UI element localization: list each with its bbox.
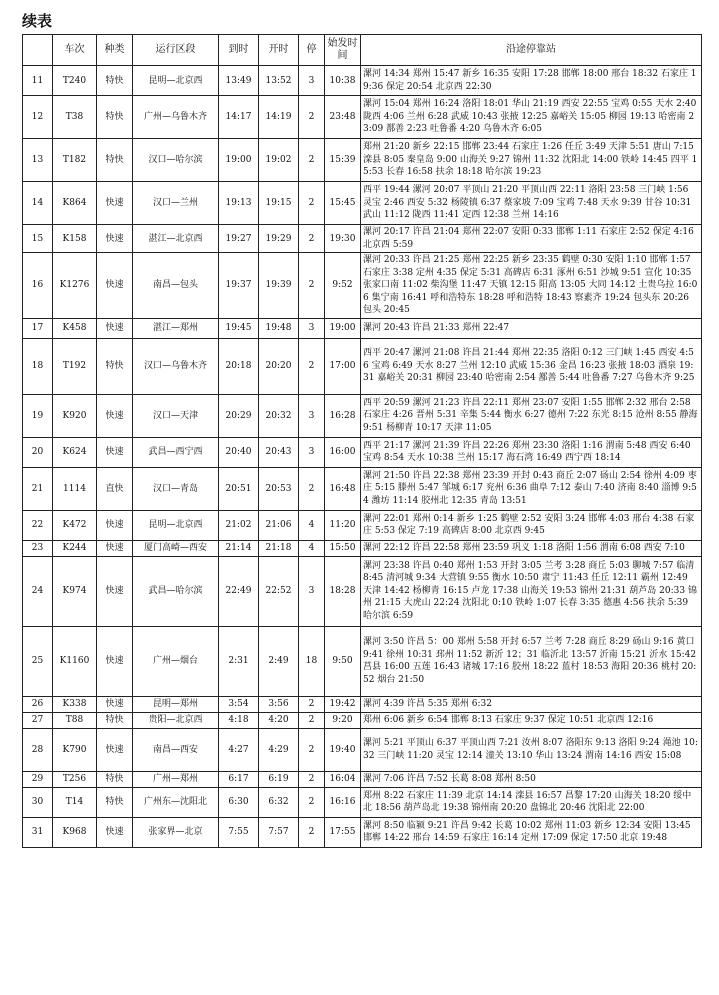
train-number: 1114 [53,467,97,510]
departure-time: 21:06 [259,510,299,540]
departure-time: 19:48 [259,318,299,338]
arrival-time: 21:14 [219,540,259,556]
route: 汉口—天津 [133,394,219,437]
header-row [23,35,702,66]
origin-start-time: 11:20 [325,510,361,540]
arrival-time: 7:55 [219,817,259,847]
train-number: T256 [53,771,97,787]
origin-start-time: 19:40 [325,728,361,771]
origin-start-time: 15:39 [325,139,361,182]
stop-list: 郑州 6:06 新乡 6:54 邯郸 8:13 石家庄 9:37 保定 10:51 北京西 12:16 [361,712,702,728]
table-row [23,467,702,510]
train-type: 快速 [97,394,133,437]
table-row [23,66,702,96]
train-number: K790 [53,728,97,771]
train-type: 快速 [97,540,133,556]
train-type: 快速 [97,728,133,771]
stop-minutes: 3 [299,394,325,437]
stop-list: 漯河 22:12 许昌 22:58 郑州 23:59 巩义 1:18 洛阳 1:56 渭南 6:08 西安 7:10 [361,540,702,556]
train-type: 快速 [97,696,133,712]
stop-list: 漯河 22:01 郑州 0:14 新乡 1:25 鹤壁 2:52 安阳 3:24 邯郸 4:03 邢台 4:38 石家庄 5:53 保定 7:19 高碑店 8:00 北京西 9:45 [361,510,702,540]
stop-minutes: 4 [299,540,325,556]
train-schedule-table [22,34,702,848]
train-number: T38 [53,96,97,139]
train-type: 快速 [97,318,133,338]
arrival-time: 19:45 [219,318,259,338]
route: 广州东—沈阳北 [133,787,219,817]
stop-list: 漯河 5:21 平顶山 6:37 平顶山西 7:21 汝州 8:07 洛阳东 9:13 洛阳 9:24 渑池 10:32 三门峡 11:20 灵宝 12:14 潼关 13:10 华山 13:24 渭南 14:16 西安 15:08 [361,728,702,771]
arrival-time: 22:49 [219,556,259,626]
table-row [23,540,702,556]
table-row [23,253,702,319]
stop-minutes: 18 [299,626,325,696]
arrival-time: 4:18 [219,712,259,728]
stop-minutes: 3 [299,318,325,338]
origin-start-time: 10:38 [325,66,361,96]
train-type: 直快 [97,467,133,510]
origin-start-time: 16:04 [325,771,361,787]
row-number: 17 [23,318,53,338]
row-number: 13 [23,139,53,182]
origin-start-time: 16:28 [325,394,361,437]
arrival-time: 6:17 [219,771,259,787]
table-row [23,437,702,467]
train-type: 快速 [97,182,133,225]
origin-start-time: 9:20 [325,712,361,728]
train-type: 快速 [97,253,133,319]
stop-list: 郑州 21:20 新乡 22:15 邯郸 23:44 石家庄 1:26 任丘 3:49 天津 5:51 唐山 7:15 滦县 8:05 秦皇岛 9:00 山海关 9:27 锦州 11:32 沈阳北 14:00 铁岭 14:45 四平 15:53 长春 16:58 扶余 18:18 哈尔滨 19:23 [361,139,702,182]
stop-minutes: 4 [299,510,325,540]
arrival-time: 19:37 [219,253,259,319]
train-type: 特快 [97,338,133,394]
arrival-time: 13:49 [219,66,259,96]
stop-minutes: 2 [299,771,325,787]
route: 湛江—郑州 [133,318,219,338]
route: 广州—烟台 [133,626,219,696]
departure-time: 22:52 [259,556,299,626]
stop-list: 西平 20:59 漯河 21:23 许昌 22:11 郑州 23:07 安阳 1:55 邯郸 2:32 邢台 2:58 石家庄 4:26 晋州 5:31 辛集 5:44 衡水 6:27 德州 7:22 东光 8:15 沧州 8:55 静海 9:51 杨柳青 10:17 天津 11:05 [361,394,702,437]
arrival-time: 19:27 [219,225,259,253]
departure-time: 6:32 [259,787,299,817]
route: 昆明—北京西 [133,510,219,540]
train-type: 快速 [97,510,133,540]
origin-start-time: 15:50 [325,540,361,556]
arrival-time: 21:02 [219,510,259,540]
departure-time: 13:52 [259,66,299,96]
origin-start-time: 17:00 [325,338,361,394]
route: 汉口—兰州 [133,182,219,225]
stop-list: 漯河 23:38 许昌 0:40 郑州 1:53 开封 3:05 兰考 3:28 商丘 5:03 聊城 7:57 临清 8:45 清河城 9:34 大营镇 9:55 衡水 10:50 肃宁 11:43 任丘 12:11 霸州 12:49 天津 14:42 杨柳青 16:15 卢龙 17:38 山海关 19:53 锦州 21:31 葫芦岛 20:33 锦州 21:15 大虎山 22:24 沈阳北 0:10 铁岭 1:07 长春 3:35 德惠 4:56 扶余 5:39 哈尔滨 6:59 [361,556,702,626]
row-number: 12 [23,96,53,139]
row-number: 25 [23,626,53,696]
route: 厦门高崎—西安 [133,540,219,556]
departure-time: 2:49 [259,626,299,696]
departure-time: 7:57 [259,817,299,847]
stop-minutes: 2 [299,728,325,771]
stop-list: 西平 20:47 漯河 21:08 许昌 21:44 郑州 22:35 洛阳 0:12 三门峡 1:45 西安 4:56 宝鸡 6:49 天水 8:27 兰州 12:10 武威 15:36 金昌 16:23 张掖 18:03 酒泉 19:31 嘉峪关 20:31 柳园 23:40 哈密南 2:54 鄯善 5:44 吐鲁番 7:27 乌鲁木齐 9:25 [361,338,702,394]
arrival-time: 20:18 [219,338,259,394]
stop-list: 漯河 4:39 许昌 5:35 郑州 6:32 [361,696,702,712]
stop-minutes: 2 [299,96,325,139]
origin-start-time: 15:45 [325,182,361,225]
row-number: 23 [23,540,53,556]
train-type: 特快 [97,771,133,787]
table-row [23,787,702,817]
departure-time: 19:02 [259,139,299,182]
arrival-time: 20:51 [219,467,259,510]
table-row [23,696,702,712]
row-number: 19 [23,394,53,437]
train-number: K472 [53,510,97,540]
train-number: T192 [53,338,97,394]
route: 广州—郑州 [133,771,219,787]
stop-minutes: 3 [299,66,325,96]
departure-time: 20:20 [259,338,299,394]
table-row [23,338,702,394]
stop-minutes: 2 [299,696,325,712]
table-row [23,510,702,540]
train-type: 快速 [97,556,133,626]
stop-minutes: 2 [299,338,325,394]
row-number: 20 [23,437,53,467]
origin-start-time: 18:28 [325,556,361,626]
row-number: 11 [23,66,53,96]
train-number: K864 [53,182,97,225]
stop-minutes: 2 [299,253,325,319]
departure-time: 21:18 [259,540,299,556]
stop-list: 漯河 20:33 许昌 21:25 郑州 22:25 新乡 23:35 鹤壁 0:30 安阳 1:10 邯郸 1:57 石家庄 3:38 定州 4:35 保定 5:31 高碑店 6:31 涿州 6:51 沙城 9:51 宣化 10:35 张家口南 11:02 柴沟堡 11:47 天镇 12:15 阳高 13:05 大同 14:12 土贵乌拉 16:06 集宁南 16:41 呼和浩特东 18:28 呼和浩特 18:43 察素齐 19:24 包头东 20:26 包头 20:45 [361,253,702,319]
table-row [23,96,702,139]
stop-list: 漯河 15:04 郑州 16:24 洛阳 18:01 华山 21:19 西安 22:55 宝鸡 0:55 天水 2:40 陇西 4:06 兰州 6:28 武威 10:43 张掖 12:25 嘉峪关 15:05 柳园 19:13 哈密南 23:09 鄯善 2:23 吐鲁番 4:20 乌鲁木齐 6:05 [361,96,702,139]
stop-list: 漯河 20:17 许昌 21:04 郑州 22:07 安阳 0:33 邯郸 1:11 石家庄 2:52 保定 4:16 北京西 5:59 [361,225,702,253]
train-type: 特快 [97,66,133,96]
stop-minutes: 2 [299,225,325,253]
origin-start-time: 16:48 [325,467,361,510]
train-number: T240 [53,66,97,96]
stop-minutes: 2 [299,712,325,728]
origin-start-time: 9:52 [325,253,361,319]
table-row [23,225,702,253]
route: 南昌—西安 [133,728,219,771]
train-number: K1276 [53,253,97,319]
train-number: K974 [53,556,97,626]
arrival-time: 19:00 [219,139,259,182]
departure-time: 19:29 [259,225,299,253]
origin-start-time: 16:00 [325,437,361,467]
route: 贵阳—北京西 [133,712,219,728]
arrival-time: 20:40 [219,437,259,467]
table-row [23,394,702,437]
header-departure: 开时 [259,35,299,66]
stop-minutes: 2 [299,467,325,510]
train-type: 快速 [97,817,133,847]
row-number: 26 [23,696,53,712]
table-body [23,66,702,848]
departure-time: 14:19 [259,96,299,139]
route: 张家界—北京 [133,817,219,847]
row-number: 31 [23,817,53,847]
stop-minutes: 2 [299,787,325,817]
arrival-time: 14:17 [219,96,259,139]
arrival-time: 2:31 [219,626,259,696]
row-number: 29 [23,771,53,787]
train-number: T88 [53,712,97,728]
page-title: 续表 [22,12,53,30]
table-row [23,728,702,771]
arrival-time: 4:27 [219,728,259,771]
header-route: 运行区段 [133,35,219,66]
train-type: 快速 [97,225,133,253]
stop-minutes: 2 [299,182,325,225]
table-row [23,626,702,696]
stop-minutes: 3 [299,437,325,467]
stop-minutes: 2 [299,139,325,182]
stop-minutes: 2 [299,817,325,847]
train-number: K1160 [53,626,97,696]
departure-time: 20:53 [259,467,299,510]
train-type: 快速 [97,437,133,467]
train-type: 特快 [97,712,133,728]
header-no [23,35,53,66]
stop-list: 漯河 21:50 许昌 22:38 郑州 23:39 开封 0:43 商丘 2:07 砀山 2:54 徐州 4:09 枣庄 5:15 滕州 5:47 邹城 6:17 兖州 6:36 曲阜 7:12 泰山 7:40 济南 8:40 淄博 9:54 潍坊 11:14 胶州北 12:35 青岛 13:51 [361,467,702,510]
row-number: 30 [23,787,53,817]
departure-time: 20:43 [259,437,299,467]
route: 汉口—哈尔滨 [133,139,219,182]
origin-start-time: 17:55 [325,817,361,847]
departure-time: 4:29 [259,728,299,771]
train-type: 快速 [97,626,133,696]
table-row [23,139,702,182]
route: 昆明—北京西 [133,66,219,96]
table-row [23,182,702,225]
departure-time: 6:19 [259,771,299,787]
origin-start-time: 19:42 [325,696,361,712]
stop-list: 西平 19:44 漯河 20:07 平顶山 21:20 平顶山西 22:11 洛阳 23:58 三门峡 1:56 灵宝 2:46 西安 5:32 杨陵镇 6:37 蔡家坡 7:09 宝鸡 7:48 天水 9:39 甘谷 10:31 武山 11:12 陇西 11:41 定西 12:38 兰州 14:16 [361,182,702,225]
arrival-time: 6:30 [219,787,259,817]
row-number: 14 [23,182,53,225]
departure-time: 19:15 [259,182,299,225]
header-type: 种类 [97,35,133,66]
row-number: 16 [23,253,53,319]
train-number: T14 [53,787,97,817]
arrival-time: 20:29 [219,394,259,437]
stop-list: 漯河 3:50 许昌 5：00 郑州 5:58 开封 6:57 兰考 7:28 商丘 8:29 砀山 9:16 黄口 9:41 徐州 10:31 邳州 11:52 新沂 12；31 临沂北 13:57 沂南 15:21 沂水 15:42 莒县 16:00 五莲 16:43 诸城 17:16 胶州 18:22 蓝村 18:53 海阳 20:36 桃村 20:52 烟台 21:50 [361,626,702,696]
header-arrival: 到时 [219,35,259,66]
origin-start-time: 16:16 [325,787,361,817]
train-number: K338 [53,696,97,712]
header-start-time: 始发时间 [325,35,361,66]
row-number: 22 [23,510,53,540]
route: 昆明—郑州 [133,696,219,712]
train-type: 特快 [97,787,133,817]
route: 汉口—青岛 [133,467,219,510]
row-number: 18 [23,338,53,394]
stop-list: 西平 21:17 漯河 21:39 许昌 22:26 郑州 23:30 洛阳 1:16 渭南 5:48 西安 6:40 宝鸡 8:54 天水 10:38 兰州 15:17 海石湾 16:49 西宁西 18:14 [361,437,702,467]
route: 武昌—哈尔滨 [133,556,219,626]
origin-start-time: 19:30 [325,225,361,253]
table-row [23,318,702,338]
table-row [23,771,702,787]
route: 汉口—乌鲁木齐 [133,338,219,394]
route: 湛江—北京西 [133,225,219,253]
train-number: K158 [53,225,97,253]
arrival-time: 3:54 [219,696,259,712]
arrival-time: 19:13 [219,182,259,225]
row-number: 28 [23,728,53,771]
train-type: 特快 [97,96,133,139]
departure-time: 3:56 [259,696,299,712]
row-number: 27 [23,712,53,728]
table-row [23,712,702,728]
stop-list: 漯河 20:43 许昌 21:33 郑州 22:47 [361,318,702,338]
origin-start-time: 23:48 [325,96,361,139]
route: 广州—乌鲁木齐 [133,96,219,139]
train-type: 特快 [97,139,133,182]
stop-minutes: 3 [299,556,325,626]
train-number: T182 [53,139,97,182]
train-number: K968 [53,817,97,847]
row-number: 21 [23,467,53,510]
row-number: 24 [23,556,53,626]
train-number: K920 [53,394,97,437]
stop-list: 漯河 8:50 临颍 9:21 许昌 9:42 长葛 10:02 郑州 11:03 新乡 12:34 安阳 13:45 邯郸 14:22 邢台 14:59 石家庄 16:14 定州 17:09 保定 17:50 北京 19:48 [361,817,702,847]
header-train: 车次 [53,35,97,66]
origin-start-time: 19:00 [325,318,361,338]
header-stops: 沿途停靠站 [361,35,702,66]
stop-list: 漯河 14:34 郑州 15:47 新乡 16:35 安阳 17:28 邯郸 18:00 邢台 18:32 石家庄 19:36 保定 20:54 北京西 22:30 [361,66,702,96]
departure-time: 20:32 [259,394,299,437]
route: 武昌—西宁西 [133,437,219,467]
header-stop: 停 [299,35,325,66]
departure-time: 19:39 [259,253,299,319]
origin-start-time: 9:50 [325,626,361,696]
table-row [23,556,702,626]
stop-list: 郑州 8:22 石家庄 11:39 北京 14:14 滦县 16:57 昌黎 17:20 山海关 18:20 绥中北 18:56 葫芦岛北 19:38 锦州南 20:20 盘锦北 20:46 沈阳北 22:00 [361,787,702,817]
stop-list: 漯河 7:06 许昌 7:52 长葛 8:08 郑州 8:50 [361,771,702,787]
row-number: 15 [23,225,53,253]
departure-time: 4:20 [259,712,299,728]
train-number: K624 [53,437,97,467]
table-row [23,817,702,847]
route: 南昌—包头 [133,253,219,319]
train-number: K458 [53,318,97,338]
train-number: K244 [53,540,97,556]
